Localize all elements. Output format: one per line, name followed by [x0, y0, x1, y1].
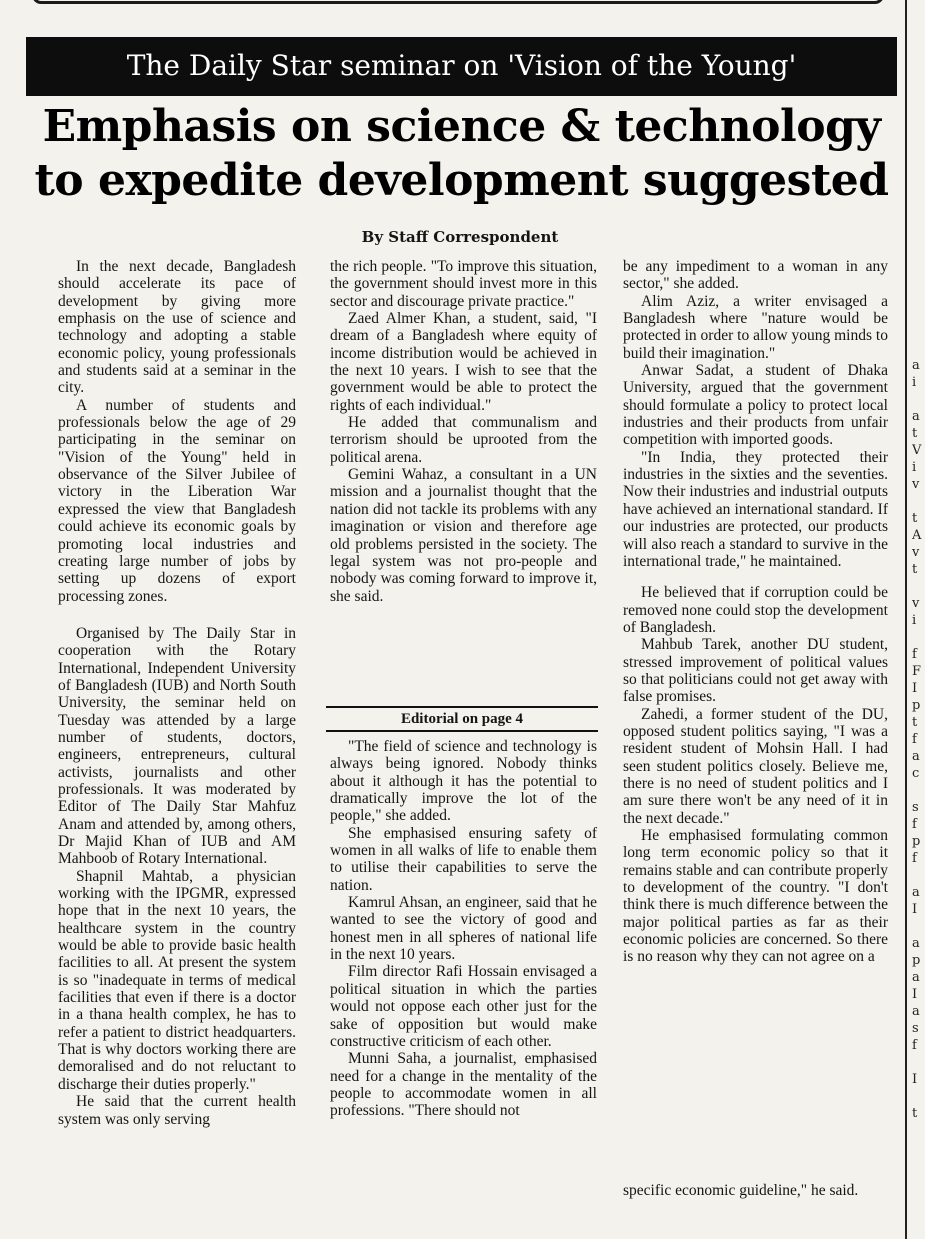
paragraph: A number of students and professionals below the age of 29 participating in the seminar on "Vision of the Young" held in observance of the Silver Jubilee of victory in the Liberation War expressed the view that Bangladesh could achieve its economic goals by promoting local industries and creating large number of jobs by setting up dozens of export processing zones. — [58, 396, 296, 605]
edge-fragment: v — [912, 477, 920, 492]
edge-fragment: a — [912, 358, 920, 373]
edge-fragment — [912, 17, 925, 34]
edge-fragment — [912, 340, 925, 357]
edge-fragment — [912, 629, 925, 646]
edge-fragment: a — [912, 1004, 920, 1019]
edge-fragment: a — [912, 409, 920, 424]
paragraph: Film director Rafi Hossain envisaged a political situation in which the parties would not oppose each other just for the sake of opposition but would make constructive criticism of each other. — [330, 963, 597, 1050]
edge-fragment: p — [912, 953, 921, 968]
edge-fragment: f — [912, 1038, 917, 1053]
paragraph: He added that communalism and terrorism should be uprooted from the political arena. — [330, 414, 597, 466]
headline-line-2: to expedite development suggested — [34, 155, 889, 206]
edge-fragment: s — [912, 1021, 919, 1036]
edge-fragment: a — [912, 885, 920, 900]
edge-fragment — [912, 187, 925, 204]
paragraph: Shapnil Mahtab, a physician working with the IPGMR, expressed hope that in the next 10 years, the healthcare system in the country would be able to provide basic health facilities to all. At present the system is so "inadequate in terms of medical facilities that even if there is a doctor in a thana health complex, he has to refer a patient to district headquarters. That is why doctors working there are demoralised and do not reluctant to discharge their duties properly." — [58, 867, 296, 1093]
edge-fragment — [912, 1122, 925, 1139]
edge-fragment — [912, 238, 925, 255]
edge-fragment — [912, 578, 925, 595]
edge-fragment — [912, 782, 925, 799]
paragraph: Mahbub Tarek, another DU student, stressed improvement of political values so that politicians could not get away with false promises. — [623, 636, 888, 706]
paragraph: Kamrul Ahsan, an engineer, said that he wanted to see the victory of good and honest men in all spheres of national life in the next 10 years. — [330, 894, 597, 964]
section-banner — [26, 37, 897, 96]
column-2-lower — [330, 738, 597, 1120]
edge-fragment: I — [912, 987, 918, 1002]
edge-fragment: v — [912, 545, 920, 560]
edge-fragment — [912, 1156, 925, 1173]
edge-fragment: f — [912, 851, 917, 866]
paragraph: be any impediment to a woman in any sector," she added. — [623, 258, 888, 293]
edge-fragment — [912, 1054, 925, 1071]
edge-fragment — [912, 119, 925, 136]
edge-fragment: f — [912, 732, 917, 747]
edge-fragment: t — [912, 562, 918, 577]
edge-fragment — [912, 289, 925, 306]
edge-fragment: p — [912, 834, 921, 849]
headline-line-1: Emphasis on science & technology — [42, 101, 881, 152]
edge-fragment — [912, 272, 925, 289]
adjacent-article-fragment — [912, 0, 925, 1239]
edge-fragment: i — [912, 613, 917, 628]
edge-fragment — [912, 1088, 925, 1105]
edge-fragment — [912, 306, 925, 323]
edge-fragment — [912, 136, 925, 153]
edge-fragment: a — [912, 936, 920, 951]
banner-title: The Daily Star seminar on 'Vision of the Young' — [126, 49, 797, 82]
edge-fragment: a — [912, 970, 920, 985]
edge-fragment: A — [912, 528, 922, 543]
edge-fragment: t — [912, 426, 918, 441]
edge-fragment: i — [912, 375, 917, 390]
edge-fragment: F — [912, 664, 922, 679]
edge-fragment: p — [912, 698, 921, 713]
edge-fragment — [912, 323, 925, 340]
edge-fragment: t — [912, 511, 918, 526]
edge-fragment — [912, 1173, 925, 1190]
edge-fragment — [912, 85, 925, 102]
edge-fragment — [912, 102, 925, 119]
edge-fragment: v — [912, 596, 920, 611]
edge-fragment: i — [912, 460, 917, 475]
edge-fragment — [912, 391, 925, 408]
edge-fragment — [912, 170, 925, 187]
edge-fragment: t — [912, 1106, 918, 1121]
paragraph: In the next decade, Bangladesh should accelerate its pace of development by giving more emphasis on the use of science and technology and adopting a stable economic policy, young professionals and students said at a seminar in the city. — [58, 258, 296, 397]
edge-fragment: I — [912, 1072, 918, 1087]
edge-fragment — [912, 68, 925, 85]
edge-fragment: c — [912, 766, 920, 781]
paragraph: Zaed Almer Khan, a student, said, "I dream of a Bangladesh where equity of income distribution would be achieved in the next 10 years. I wish to see that the government would be able to protect the rights of each individual." — [330, 310, 597, 414]
paragraph: Zahedi, a former student of the DU, opposed student politics saying, "I was a resident student of Mohsin Hall. I had seen student politics closely. Believe me, there is no need of student politics and I am sure there won't be any need of it in the next decade." — [623, 705, 888, 827]
edge-fragment — [912, 1207, 925, 1224]
edge-fragment — [912, 34, 925, 51]
edge-fragment: s — [912, 800, 919, 815]
column-2 — [330, 258, 597, 605]
paragraph: She emphasised ensuring safety of women in all walks of life to enable them to utilise their capabilities to serve the nation. — [330, 824, 597, 894]
edge-fragment: I — [912, 902, 918, 917]
byline: By Staff Correspondent — [361, 228, 559, 246]
edge-fragment — [912, 0, 925, 17]
edge-fragment: V — [912, 443, 922, 458]
column-3 — [623, 258, 888, 966]
paragraph: He said that the current health system was only serving — [58, 1093, 296, 1128]
edge-fragment: f — [912, 817, 917, 832]
top-frame-border — [32, 0, 884, 4]
editorial-reference-box: Editorial on page 4 — [326, 706, 598, 732]
paragraph: He emphasised formulating common long term economic policy so that it remains stable and can contribute properly to development of the country. "I don't think there is much difference between the major political parties as far as their economic policies are concerned. So there is no reason why they can not agree on a — [623, 827, 888, 966]
column-3-ending: specific economic guideline," he said. — [623, 1182, 859, 1199]
edge-fragment — [912, 221, 925, 238]
edge-fragment: t — [912, 715, 918, 730]
edge-fragment — [912, 493, 925, 510]
edge-fragment: f — [912, 647, 917, 662]
edge-fragment — [912, 1190, 925, 1207]
edge-fragment — [912, 204, 925, 221]
paragraph: Munni Saha, a journalist, emphasised need for a change in the mentality of the people to accommodate women in all professions. "There should not — [330, 1050, 597, 1120]
edge-fragment: I — [912, 681, 918, 696]
paragraph: "The field of science and technology is always being ignored. Nobody thinks about it although it has the potential to dramatically improve the lot of the people," she added. — [330, 738, 597, 825]
edge-fragment — [912, 918, 925, 935]
paragraph: Gemini Wahaz, a consultant in a UN mission and a journalist thought that the nation did not tackle its problems with any imagination or vision and therefore age old problems persisted in the society. The legal system was not pro-people and nobody was coming forward to improve it, she said. — [330, 466, 597, 605]
edge-fragment — [912, 51, 925, 68]
headline — [26, 100, 897, 208]
edge-fragment — [912, 153, 925, 170]
column-rule-right — [905, 0, 907, 1239]
column-1 — [58, 258, 296, 1128]
paragraph: the rich people. "To improve this situation, the government should invest more in this sector and discourage private practice." — [330, 258, 597, 310]
paragraph: Alim Aziz, a writer envisaged a Bangladesh where "nature would be protected in order to allow young minds to build their imagination." — [623, 292, 888, 362]
edge-fragment — [912, 867, 925, 884]
paragraph: Organised by The Daily Star in cooperation with the Rotary International, Independent University of Bangladesh (IUB) and North South University, the seminar held on Tuesday was attended by a large number of students, doctors, engineers, entrepreneurs, cultural activists, journalists and other professionals. It was moderated by Editor of The Daily Star Mahfuz Anam and attended by, among others, Dr Majid Khan of IUB and AM Mahboob of Rotary International. — [58, 624, 296, 868]
paragraph: Anwar Sadat, a student of Dhaka University, argued that the government should formulate a policy to protect local industries and their products from unfair competition with imported goods. — [623, 362, 888, 449]
edge-fragment — [912, 1139, 925, 1156]
edge-fragment — [912, 255, 925, 272]
paragraph: "In India, they protected their industries in the sixties and the seventies. Now their industries and industrial outputs have achieved an international standard. If our industries are protected, our products will also reach a standard to survive in the international trade," he maintained. — [623, 448, 888, 570]
paragraph: He believed that if corruption could be removed none could stop the development of Bangladesh. — [623, 584, 888, 636]
edge-fragment: a — [912, 749, 920, 764]
